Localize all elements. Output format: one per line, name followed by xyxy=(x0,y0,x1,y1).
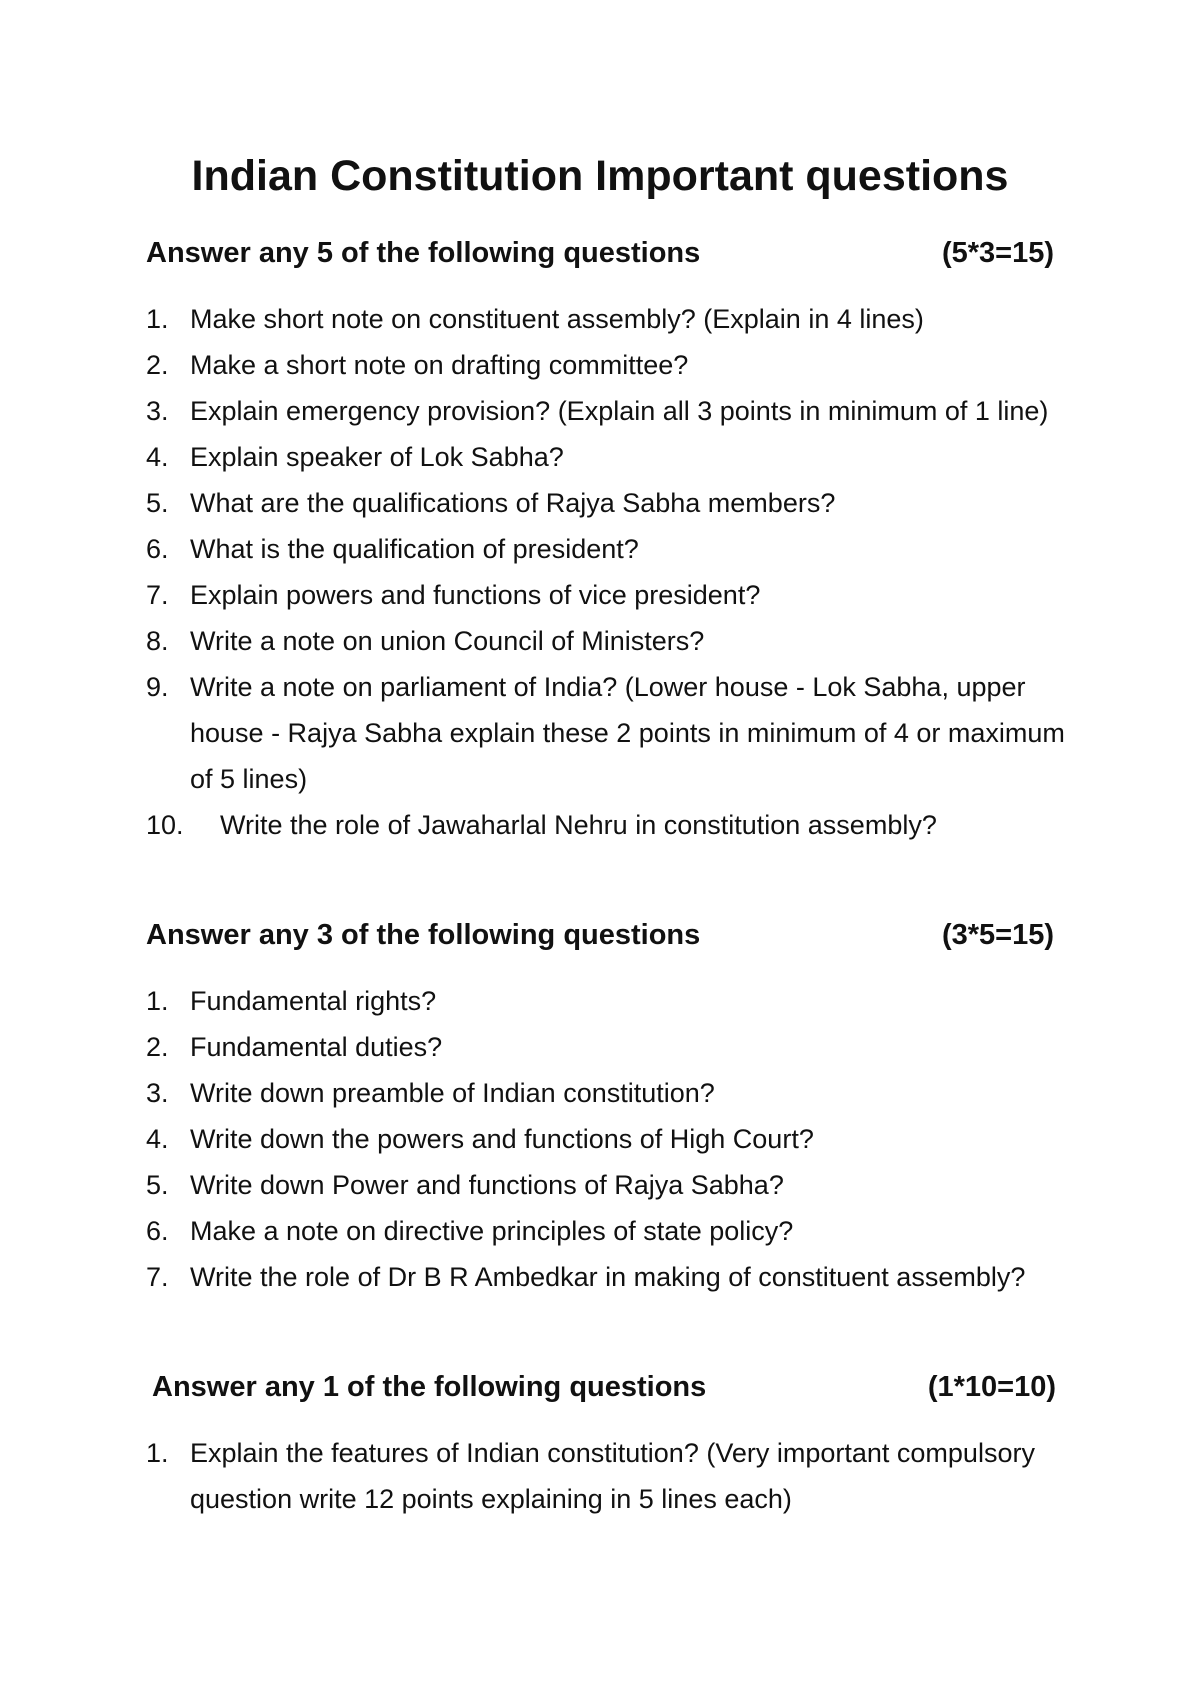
question-text: Explain emergency provision? (Explain all 3 points in minimum of 1 line) xyxy=(190,396,1049,426)
section-heading-2 xyxy=(146,915,1054,955)
question-number: 5. xyxy=(146,1170,169,1200)
question-item xyxy=(146,296,1066,342)
question-number: 3. xyxy=(146,396,169,426)
question-text: Write a note on union Council of Ministers? xyxy=(190,626,705,656)
question-number: 8. xyxy=(146,626,169,656)
question-item xyxy=(146,978,1026,1024)
question-item xyxy=(146,480,1066,526)
section-marks: (5*3=15) xyxy=(941,237,1054,269)
question-list-3 xyxy=(146,1430,1086,1522)
question-item xyxy=(146,1162,1026,1208)
question-list-1 xyxy=(146,296,1066,848)
question-item xyxy=(146,664,1066,802)
question-item xyxy=(146,802,1066,848)
section-heading-3 xyxy=(152,1367,1056,1407)
question-number: 4. xyxy=(146,1124,169,1154)
question-text: Fundamental rights? xyxy=(190,986,437,1016)
section-heading-text: Answer any 3 of the following questions xyxy=(146,919,701,951)
question-number: 7. xyxy=(146,580,169,610)
question-item xyxy=(146,1430,1086,1522)
question-number: 9. xyxy=(146,672,169,702)
question-text: Explain speaker of Lok Sabha? xyxy=(190,442,564,472)
section-marks: (1*10=10) xyxy=(927,1371,1056,1403)
question-text: Make a note on directive principles of state policy? xyxy=(190,1216,794,1246)
section-heading-1 xyxy=(146,233,1054,273)
question-text: Explain powers and functions of vice president? xyxy=(190,580,761,610)
question-item xyxy=(146,618,1066,664)
question-number: 6. xyxy=(146,1216,169,1246)
question-item xyxy=(146,572,1066,618)
page-title: Indian Constitution Important questions xyxy=(191,152,1009,200)
question-number: 1. xyxy=(146,1438,169,1468)
section-marks: (3*5=15) xyxy=(941,919,1054,951)
question-text: Write down Power and functions of Rajya Sabha? xyxy=(190,1170,784,1200)
question-item xyxy=(146,1254,1026,1300)
question-text: What is the qualification of president? xyxy=(190,534,639,564)
question-text: Write the role of Jawaharlal Nehru in constitution assembly? xyxy=(220,810,937,840)
question-number: 10. xyxy=(146,810,184,840)
question-item xyxy=(146,526,1066,572)
question-number: 7. xyxy=(146,1262,169,1292)
question-item xyxy=(146,342,1066,388)
question-text: Write a note on parliament of India? (Lower house - Lok Sabha, upper house - Rajya Sabha explain these 2 points in minimum of 4 or maximum of 5 lines) xyxy=(190,672,1065,794)
question-text: Explain the features of Indian constitution? (Very important compulsory question write 12 points explaining in 5 lines each) xyxy=(190,1438,1035,1514)
question-number: 4. xyxy=(146,442,169,472)
question-number: 2. xyxy=(146,1032,169,1062)
question-number: 5. xyxy=(146,488,169,518)
question-item xyxy=(146,1116,1026,1162)
section-heading-text: Answer any 5 of the following questions xyxy=(146,237,701,269)
question-item xyxy=(146,434,1066,480)
question-text: Make a short note on drafting committee? xyxy=(190,350,689,380)
question-item xyxy=(146,1024,1026,1070)
question-item xyxy=(146,1208,1026,1254)
question-item xyxy=(146,1070,1026,1116)
question-number: 2. xyxy=(146,350,169,380)
question-number: 6. xyxy=(146,534,169,564)
question-text: Write down the powers and functions of High Court? xyxy=(190,1124,814,1154)
question-text: Write down preamble of Indian constitution? xyxy=(190,1078,715,1108)
section-heading-text: Answer any 1 of the following questions xyxy=(152,1371,707,1403)
question-number: 3. xyxy=(146,1078,169,1108)
question-text: Write the role of Dr B R Ambedkar in making of constituent assembly? xyxy=(190,1262,1026,1292)
question-number: 1. xyxy=(146,304,169,334)
question-number: 1. xyxy=(146,986,169,1016)
question-text: Make short note on constituent assembly? (Explain in 4 lines) xyxy=(190,304,924,334)
question-text: What are the qualifications of Rajya Sabha members? xyxy=(190,488,836,518)
question-list-2 xyxy=(146,978,1026,1300)
question-text: Fundamental duties? xyxy=(190,1032,443,1062)
question-item xyxy=(146,388,1066,434)
